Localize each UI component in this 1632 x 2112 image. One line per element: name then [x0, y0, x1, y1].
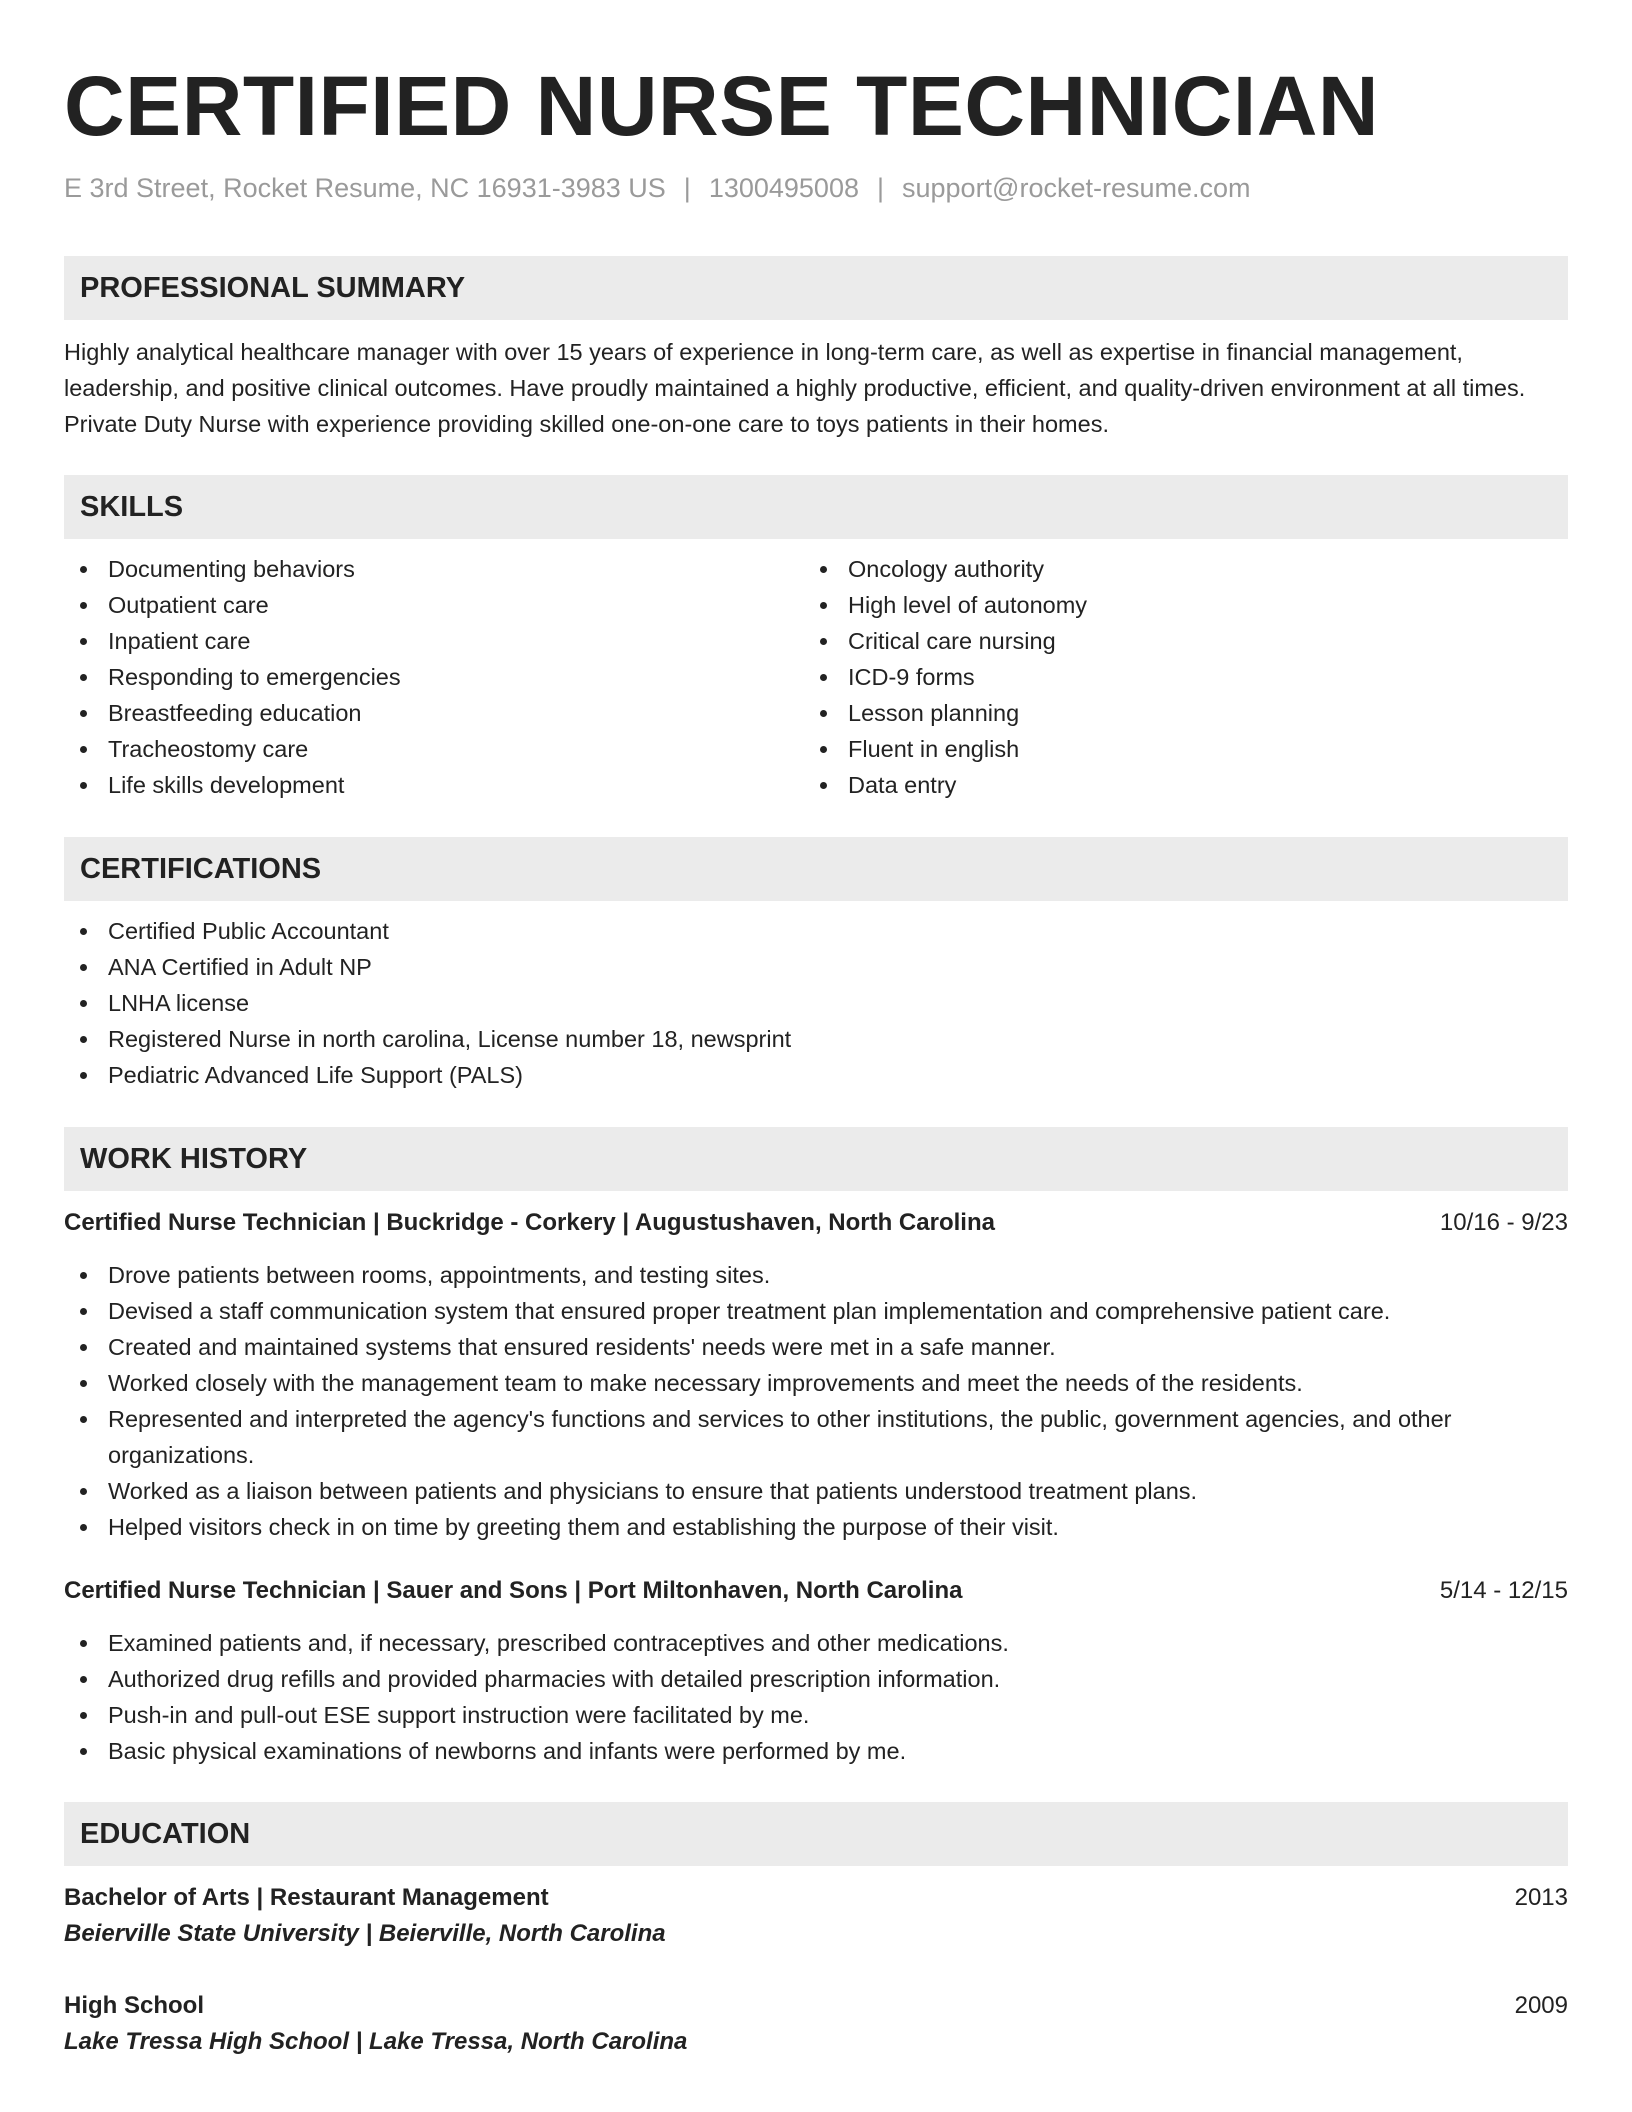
job-bullet: Basic physical examinations of newborns and infants were performed by me.	[108, 1733, 1568, 1769]
skill-item: Breastfeeding education	[108, 695, 804, 731]
certification-item: Registered Nurse in north carolina, License number 18, newsprint	[108, 1021, 1568, 1057]
job-entry	[64, 1205, 1568, 1545]
job-bullet: Push-in and pull-out ESE support instruction were facilitated by me.	[108, 1697, 1568, 1733]
skill-item: Outpatient care	[108, 587, 804, 623]
education-degree: High School	[64, 1992, 204, 2019]
section-header-professional-summary: PROFESSIONAL SUMMARY	[64, 256, 1568, 320]
certification-item: LNHA license	[108, 985, 1568, 1021]
skill-item: Critical care nursing	[848, 623, 1544, 659]
job-bullet: Drove patients between rooms, appointments, and testing sites.	[108, 1257, 1568, 1293]
education-year: 2009	[1514, 1992, 1568, 2019]
section-header-certifications: CERTIFICATIONS	[64, 837, 1568, 901]
skill-item: Fluent in english	[848, 731, 1544, 767]
job-title: Certified Nurse Technician | Buckridge - Corkery | Augustushaven, North Carolina	[64, 1209, 995, 1236]
job-bullet: Authorized drug refills and provided pharmacies with detailed prescription information.	[108, 1661, 1568, 1697]
skill-item: Lesson planning	[848, 695, 1544, 731]
education-degree: Bachelor of Arts | Restaurant Management	[64, 1884, 549, 1911]
education-school: Beierville State University | Beierville, North Carolina	[64, 1920, 666, 1947]
job-bullet: Devised a staff communication system that ensured proper treatment plan implementation and comprehensive patient care.	[108, 1293, 1568, 1329]
job-entry	[64, 1573, 1568, 1769]
contact-separator: |	[876, 173, 884, 203]
skill-item: High level of autonomy	[848, 587, 1544, 623]
certification-item: Certified Public Accountant	[108, 913, 1568, 949]
summary-text: Highly analytical healthcare manager with over 15 years of experience in long-term care, as well as expertise in financial management, leadership, and positive clinical outcomes. Have proudly maintained a highly productive, efficient, and quality-driven environment at all times. Private Duty Nurse with experience providing skilled one-on-one care to toys patients in their homes.	[64, 339, 1526, 437]
contact-separator: |	[683, 173, 691, 203]
job-header	[64, 1573, 1568, 1609]
job-bullet: Created and maintained systems that ensured residents' needs were met in a safe manner.	[108, 1329, 1568, 1365]
education-school: Lake Tressa High School | Lake Tressa, North Carolina	[64, 2028, 688, 2055]
job-title: Certified Nurse Technician | Sauer and Sons | Port Miltonhaven, North Carolina	[64, 1577, 963, 1604]
contact-address: E 3rd Street, Rocket Resume, NC 16931-3983 US	[64, 173, 666, 203]
skill-item: Responding to emergencies	[108, 659, 804, 695]
job-bullet: Worked as a liaison between patients and physicians to ensure that patients understood treatment plans.	[108, 1473, 1568, 1509]
job-dates: 10/16 - 9/23	[1439, 1209, 1568, 1236]
job-header	[64, 1205, 1568, 1241]
job-dates: 5/14 - 12/15	[1439, 1577, 1568, 1604]
section-header-skills: SKILLS	[64, 475, 1568, 539]
contact-phone: 1300495008	[708, 173, 859, 203]
skills-column-left	[64, 551, 804, 803]
job-bullet: Represented and interpreted the agency's functions and services to other institutions, the public, government agencies, and other organizations.	[108, 1401, 1568, 1473]
section-header-education: EDUCATION	[64, 1802, 1568, 1866]
education-year: 2013	[1514, 1884, 1568, 1911]
job-bullet: Worked closely with the management team to make necessary improvements and meet the needs of the residents.	[108, 1365, 1568, 1401]
certification-item: Pediatric Advanced Life Support (PALS)	[108, 1057, 1568, 1093]
job-bullet: Examined patients and, if necessary, prescribed contraceptives and other medications.	[108, 1625, 1568, 1661]
skills-list-left	[64, 551, 804, 803]
skill-item: Data entry	[848, 767, 1544, 803]
skill-item: Inpatient care	[108, 623, 804, 659]
education-header	[64, 1880, 1568, 1916]
education-entry	[64, 1880, 1568, 1952]
job-bullet: Helped visitors check in on time by greeting them and establishing the purpose of their visit.	[108, 1509, 1568, 1545]
skill-item: Oncology authority	[848, 551, 1544, 587]
skills-grid	[64, 551, 1568, 803]
skills-list-right	[804, 551, 1544, 803]
skill-item: Tracheostomy care	[108, 731, 804, 767]
education-entry	[64, 1988, 1568, 2060]
certifications-list	[64, 913, 1568, 1093]
contact-email: support@rocket-resume.com	[902, 173, 1251, 203]
job-bullets	[64, 1257, 1568, 1545]
skill-item: Documenting behaviors	[108, 551, 804, 587]
candidate-name: CERTIFIED NURSE TECHNICIAN	[64, 59, 1380, 153]
education-header	[64, 1988, 1568, 2024]
job-bullets	[64, 1625, 1568, 1769]
certification-item: ANA Certified in Adult NP	[108, 949, 1568, 985]
contact-line	[64, 170, 1568, 206]
skill-item: ICD-9 forms	[848, 659, 1544, 695]
skill-item: Life skills development	[108, 767, 804, 803]
section-header-work-history: WORK HISTORY	[64, 1127, 1568, 1191]
skills-column-right	[804, 551, 1544, 803]
